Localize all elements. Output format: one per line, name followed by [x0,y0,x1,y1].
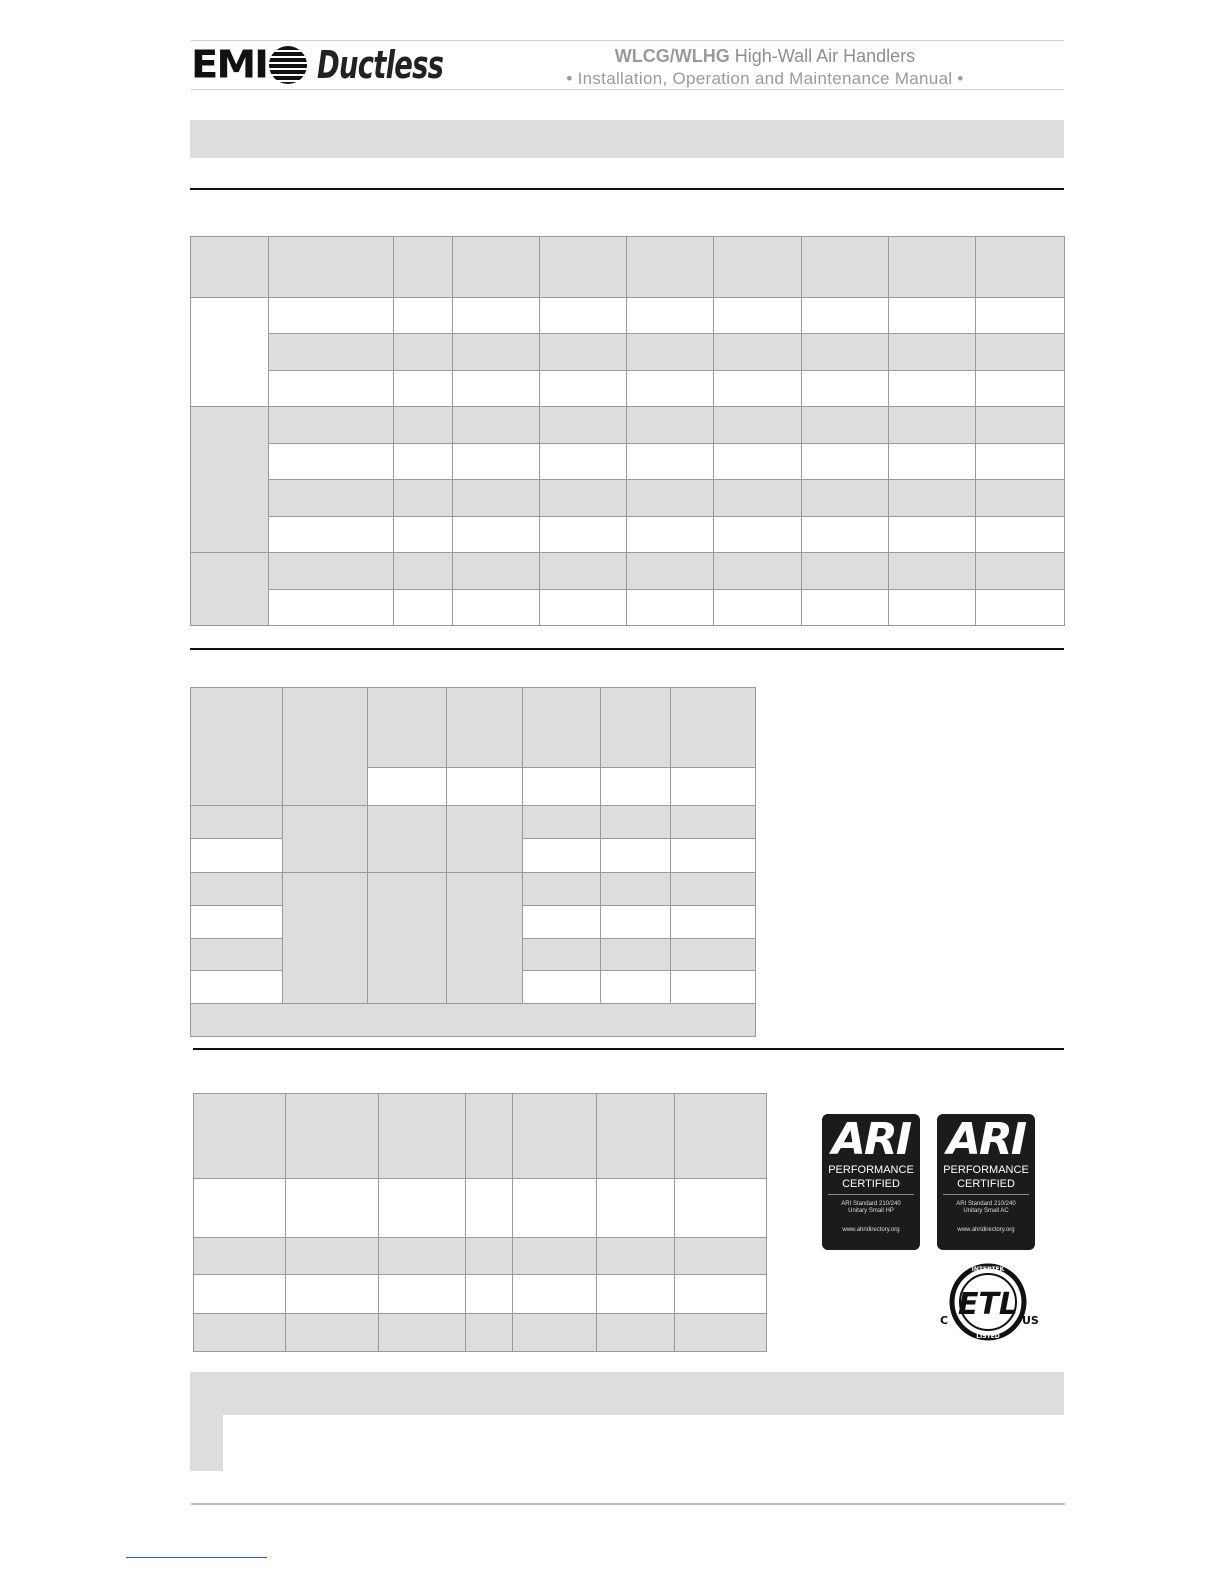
section-rule-3 [193,1048,1064,1050]
section-title-band [190,120,1064,158]
table-row [191,806,756,839]
ari-air-conditioner-badge [937,1114,1035,1250]
etl-mark-text: ETL [957,1287,1019,1322]
header-bottom-rule [191,89,1064,90]
manual-subtitle: • Installation, Operation and Maintenance Manual • [566,69,964,88]
ari-standard-text: ARI Standard 210/240 [841,1201,901,1207]
table-row [191,480,1065,517]
table-row [194,1314,767,1352]
table-row [194,1238,767,1275]
table-header-row [194,1094,767,1179]
ari-logo-text: ARI [831,1114,911,1165]
emi-ductless-logo [191,44,492,86]
badge-divider [828,1194,914,1195]
table-row [191,517,1065,553]
logo-ductless-text: Ductless [317,43,444,87]
ari-type-text: Unitary Small HP [848,1208,894,1214]
table-row [191,873,756,906]
piping-table [190,687,756,1037]
manual-title [520,45,1010,67]
footer-link-underline [126,1557,267,1558]
table-row [191,553,1065,590]
globe-icon [269,46,307,84]
note-band [190,1372,1064,1415]
table-row [194,1179,767,1238]
table-row [194,1275,767,1314]
ari-type-text: Unitary Small AC [963,1208,1009,1214]
etl-us-text: US [1022,1314,1039,1327]
logo-emi-text: EMI [191,43,268,87]
ari-performance-text: PERFORMANCE [943,1164,1029,1176]
table-row [191,298,1065,334]
section-rule-2 [190,648,1064,650]
table-row [191,407,1065,444]
etl-c-text: C [940,1314,949,1327]
ari-certified-text: CERTIFIED [957,1178,1015,1190]
ari-performance-text: PERFORMANCE [828,1164,914,1176]
table-row [191,590,1065,626]
ari-heat-pump-badge [822,1114,920,1250]
etl-listed-mark [936,1262,1044,1344]
etl-top-text: INTERTEK [971,1266,1005,1273]
table-row [191,444,1065,480]
ari-site-text: www.ahridirectory.org [957,1227,1015,1233]
table-header-row [191,237,1065,298]
note-band-side [190,1414,223,1471]
model-name: WLCG/WLHG [614,46,730,66]
table-row [191,371,1065,407]
section-rule-1 [190,188,1064,190]
footer-rule [191,1503,1065,1505]
product-name: High-Wall Air Handlers [734,46,916,66]
header-top-rule [191,40,1064,41]
table-row [191,334,1065,371]
ari-certified-text: CERTIFIED [842,1178,900,1190]
ari-standard-text: ARI Standard 210/240 [956,1201,1016,1207]
table-header-row [191,688,756,768]
ari-site-text: www.ahridirectory.org [842,1227,900,1233]
electrical-table [193,1093,767,1352]
badge-divider [943,1194,1029,1195]
specifications-table [190,236,1065,626]
etl-bottom-text: LISTED [976,1333,1000,1340]
table-footnote-row [191,1004,756,1037]
ari-logo-text: ARI [946,1114,1026,1165]
